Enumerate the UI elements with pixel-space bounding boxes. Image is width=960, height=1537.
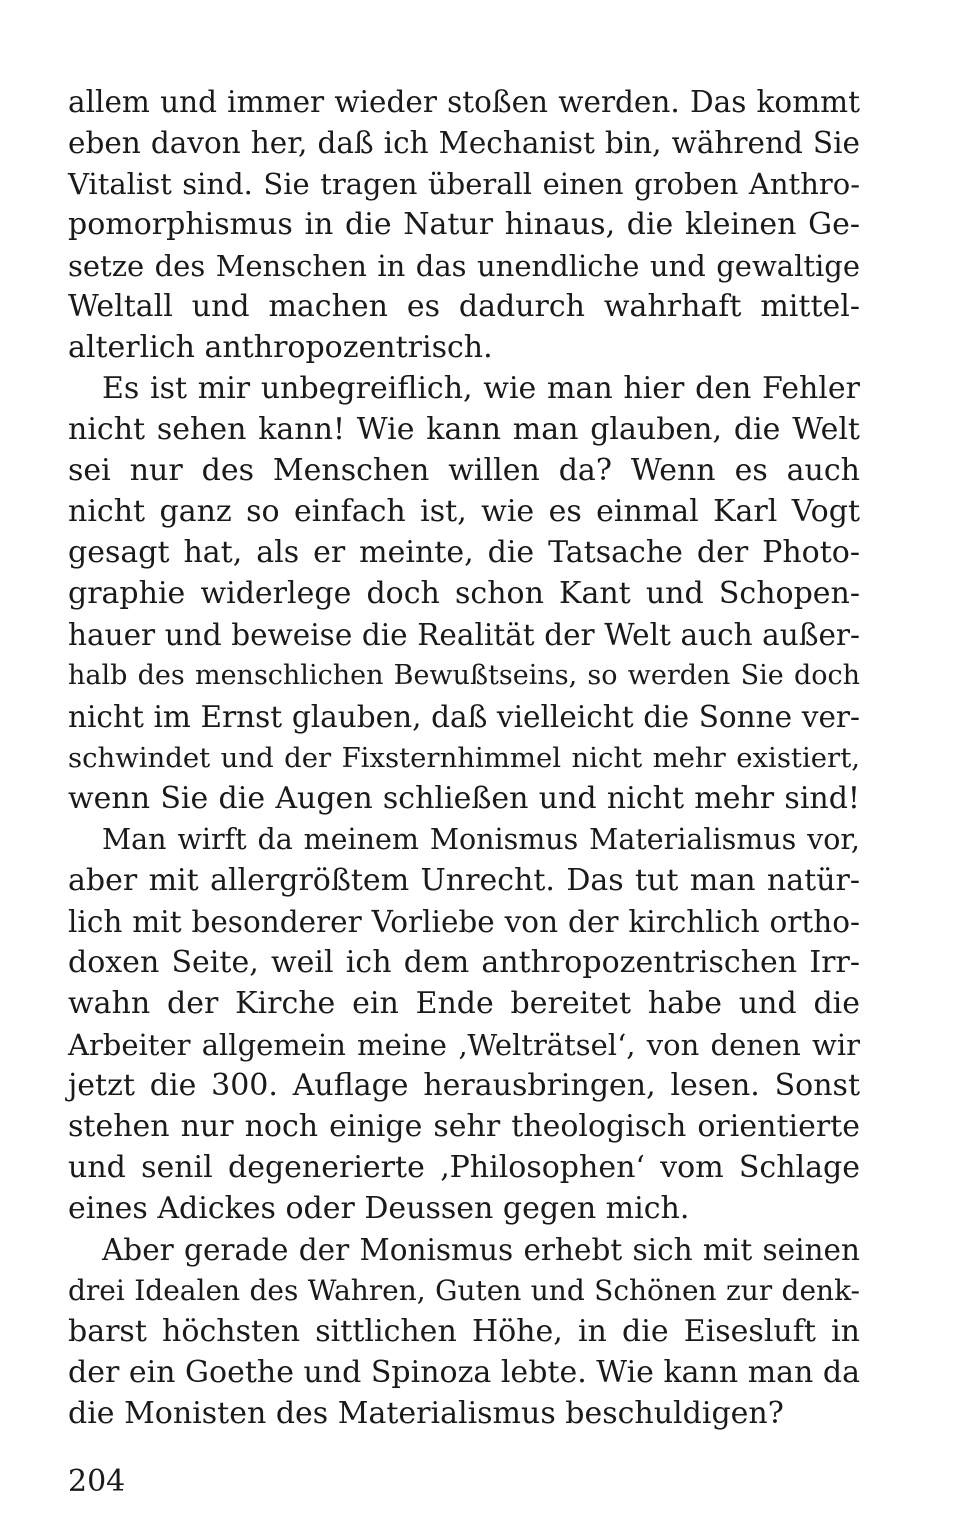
text-line: halb des menschlichen Bewußtseins, so werden Sie doch [68,660,860,691]
text-line: sei nur des Menschen willen da? Wenn es auch [68,453,860,488]
text-line: jetzt die 300. Auflage herausbringen, lesen. Sonst [68,1068,860,1103]
text-line: Es ist mir unbegreiflich, wie man hier den Fehler [102,371,860,406]
text-line: die Monisten des Materialismus beschuldigen? [68,1396,784,1431]
text-line: doxen Seite, weil ich dem anthropozentrischen Irr- [68,945,860,980]
text-line: der ein Goethe und Spinoza lebte. Wie kann man da [68,1355,860,1390]
text-line: Vitalist sind. Sie tragen überall einen groben Anthro- [68,167,860,201]
text-line: und senil degenerierte ‚Philosophen‘ vom Schlage [68,1150,860,1185]
text-line: setze des Menschen in das unendliche und gewaltige [68,249,860,283]
text-line: Weltall und machen es dadurch wahrhaft mittel- [68,289,860,324]
text-line: schwindet und der Fixsternhimmel nicht mehr existiert, [68,742,860,774]
text-line: wahn der Kirche ein Ende bereitet habe und die [68,986,860,1021]
page-number: 204 [68,1464,126,1499]
text-line: drei Idealen des Wahren, Guten und Schönen zur denk- [68,1274,860,1307]
text-line: lich mit besonderer Vorliebe von der kirchlich ortho- [68,905,860,939]
text-line: Aber gerade der Monismus erhebt sich mit seinen [102,1233,860,1267]
text-line: nicht ganz so einfach ist, wie es einmal Karl Vogt [68,494,860,529]
text-line: pomorphismus in die Natur hinaus, die kleinen Ge- [68,207,860,242]
text-line: hauer und beweise die Realität der Welt auch außer- [68,618,860,652]
text-line: allem und immer wieder stoßen werden. Das kommt [68,85,860,119]
text-line: nicht im Ernst glauben, daß vielleicht die Sonne ver- [68,700,860,734]
text-line: wenn Sie die Augen schließen und nicht mehr sind! [68,781,860,816]
text-line: stehen nur noch einige sehr theologisch orientierte [68,1109,860,1144]
text-line: Man wirft da meinem Monismus Materialismus vor, [102,823,860,856]
text-line: nicht sehen kann! Wie kann man glauben, die Welt [68,412,860,447]
text-line: alterlich anthropozentrisch. [68,330,493,365]
text-line: gesagt hat, als er meinte, die Tatsache der Photo- [68,535,860,570]
text-line: eines Adickes oder Deussen gegen mich. [68,1191,690,1226]
text-line: barst höchsten sittlichen Höhe, in die Eisesluft in [68,1314,860,1349]
text-line: graphie widerlege doch schon Kant und Schopen- [68,576,860,611]
text-line: aber mit allergrößtem Unrecht. Das tut man natür- [68,863,860,898]
text-line: eben davon her, daß ich Mechanist bin, während Sie [68,126,860,160]
text-line: Arbeiter allgemein meine ‚Welträtsel‘, von denen wir [68,1028,860,1062]
